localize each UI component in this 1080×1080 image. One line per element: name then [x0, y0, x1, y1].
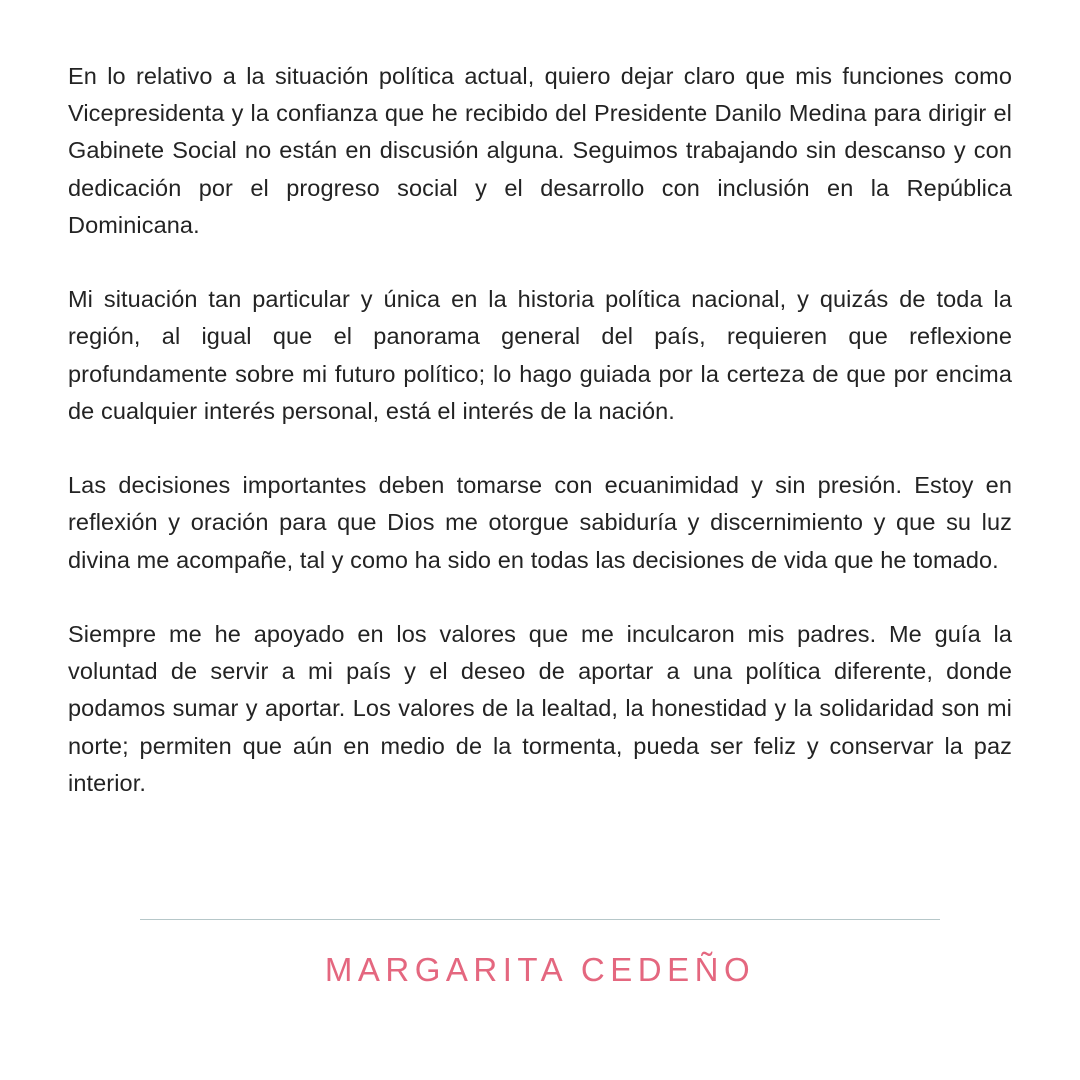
statement-body — [68, 58, 1012, 802]
signature-divider — [140, 919, 940, 920]
paragraph-2: Mi situación tan particular y única en la historia política nacional, y quizás de toda la región, al igual que el panorama general del país, requieren que reflexione profundamente sobre mi futuro político; lo hago guiada por la certeza de que por encima de cualquier interés personal, está el interés de la nación. — [68, 286, 1012, 424]
signature-name: MARGARITA CEDEÑO — [324, 951, 756, 988]
paragraph-4: Siempre me he apoyado en los valores que me inculcaron mis padres. Me guía la voluntad de servir a mi país y el deseo de aportar a una política diferente, donde podamos sumar y aportar. Los valores de la lealtad, la honestidad y la solidaridad son mi norte; permiten que aún en medio de la tormenta, pueda ser feliz y conservar la paz interior. — [68, 621, 1012, 796]
paragraph-1: En lo relativo a la situación política actual, quiero dejar claro que mis funciones como Vicepresidenta y la confianza que he recibido del Presidente Danilo Medina para dirigir el Gabinete Social no están en discusión alguna. Seguimos trabajando sin descanso y con dedicación por el progreso social y el desarrollo con inclusión en la República Dominicana. — [68, 63, 1012, 238]
paragraph-3: Las decisiones importantes deben tomarse con ecuanimidad y sin presión. Estoy en reflexión y oración para que Dios me otorgue sabiduría y discernimiento y que su luz divina me acompañe, tal y como ha sido en todas las decisiones de vida que he tomado. — [68, 472, 1012, 573]
